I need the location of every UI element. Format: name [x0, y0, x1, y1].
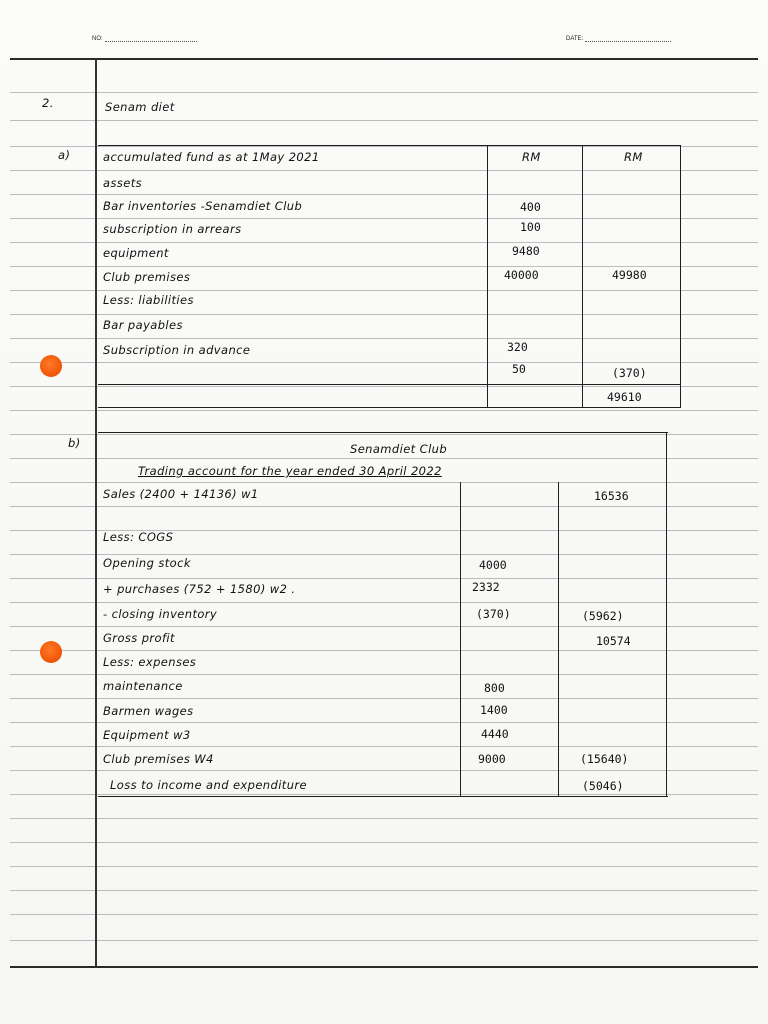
number-field	[92, 36, 197, 42]
part-a-row-v2: 49980	[612, 268, 647, 282]
part-b-row-v1: 4440	[481, 727, 509, 741]
part-a-col2-header: RM	[624, 150, 643, 164]
part-b-row-desc: Loss to income and expenditure	[110, 778, 307, 792]
part-b-label: b)	[68, 436, 81, 450]
part-b-row-desc: maintenance	[103, 679, 183, 693]
part-b-row-desc: Less: COGS	[103, 530, 174, 544]
part-b-row-desc: Less: expenses	[103, 655, 197, 669]
part-a-row-v1: 40000	[504, 268, 539, 282]
part-a-title: accumulated fund as at 1May 2021	[103, 150, 320, 164]
part-a-label: a)	[58, 148, 71, 162]
part-a-row-v1: 400	[520, 200, 541, 214]
part-b-row-desc: Sales (2400 + 14136) w1	[103, 487, 259, 501]
part-b-row-v1: (370)	[476, 607, 511, 621]
question-number: 2.	[42, 96, 54, 110]
binder-hole	[40, 641, 62, 663]
part-a-row-v1: 100	[520, 220, 541, 234]
margin-line	[95, 58, 97, 968]
part-a-row-desc: Subscription in advance	[103, 343, 251, 357]
part-a-row-desc: Less: liabilities	[103, 293, 194, 307]
part-b-row-v2: (15640)	[580, 752, 629, 766]
part-b-row-desc: Equipment w3	[103, 728, 191, 742]
part-a-row-v1: 9480	[512, 244, 540, 258]
part-b-title: Senamdiet Club	[350, 442, 448, 456]
part-a-row-desc: assets	[103, 176, 143, 190]
part-b-row-desc: Club premises W4	[103, 752, 214, 766]
part-a-row-desc: equipment	[103, 246, 169, 260]
part-b-row-desc: + purchases (752 + 1580) w2 .	[103, 582, 296, 596]
part-b-row-v2: (5962)	[582, 609, 624, 623]
part-b-row-v1: 4000	[479, 558, 507, 572]
part-a-row-v2: (370)	[612, 366, 647, 380]
part-b-row-desc: Opening stock	[103, 556, 191, 570]
part-b-row-v1: 9000	[478, 752, 506, 766]
part-b-row-v1: 800	[484, 681, 505, 695]
part-b-row-desc: Barmen wages	[103, 704, 194, 718]
no-label: NO:	[92, 36, 103, 42]
part-a-row-v1: 50	[512, 362, 526, 376]
part-b-row-desc: - closing inventory	[103, 607, 218, 621]
part-a-row-desc: Bar inventories -Senamdiet Club	[103, 199, 303, 213]
part-b-subtitle: Trading account for the year ended 30 April 2022	[138, 464, 442, 478]
part-b-row-desc: Gross profit	[103, 631, 175, 645]
top-rule	[10, 58, 758, 60]
part-a-row-desc: Bar payables	[103, 318, 183, 332]
binder-hole	[40, 355, 62, 377]
part-b-row-v2: 16536	[594, 489, 629, 503]
part-a-col1-header: RM	[522, 150, 541, 164]
part-b-row-v1: 1400	[480, 703, 508, 717]
company-name: Senam diet	[105, 100, 175, 114]
date-field	[566, 36, 671, 42]
part-b-row-v2: (5046)	[582, 779, 624, 793]
bottom-rule	[10, 966, 758, 968]
part-b-row-v2: 10574	[596, 634, 631, 648]
part-b-row-v1: 2332	[472, 580, 500, 594]
part-a-row-desc: Club premises	[103, 270, 191, 284]
part-a-row-v1: 320	[507, 340, 528, 354]
part-a-row-desc: subscription in arrears	[103, 222, 242, 236]
date-label: DATE:	[566, 36, 584, 42]
part-a-total: 49610	[607, 390, 642, 404]
